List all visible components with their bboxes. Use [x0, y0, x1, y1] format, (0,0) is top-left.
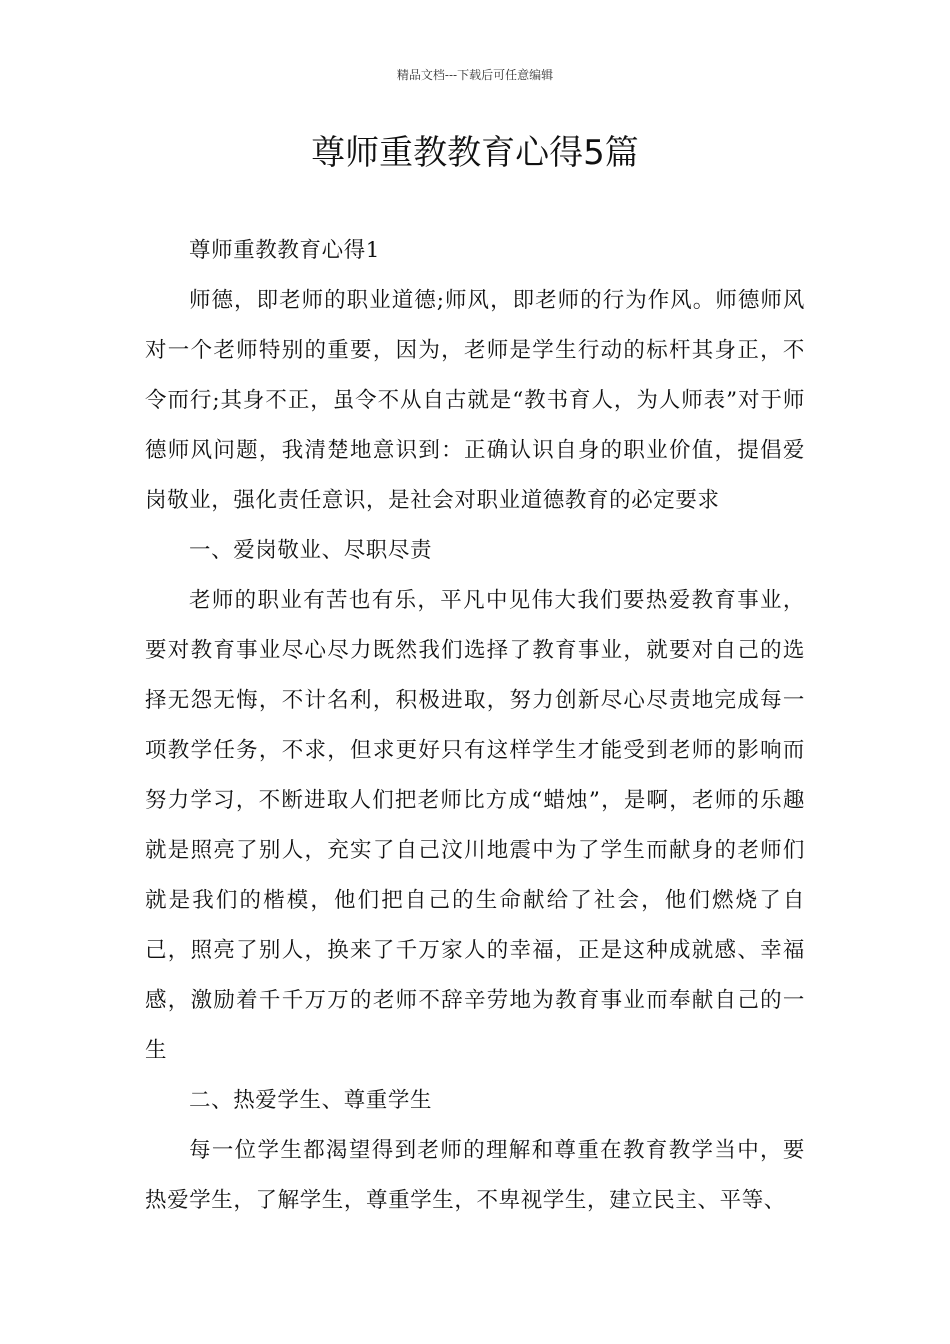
section-heading-1: 尊师重教教育心得1: [189, 238, 381, 263]
subheading-2: 二、热爱学生、尊重学生: [189, 1088, 433, 1113]
paragraph-dedication: 老师的职业有苦也有乐，平凡中见伟大我们要热爱教育事业，要对教育事业尽心尽力既然我们选择了教育事业，就要对自己的选择无怨无悔，不计名利，积极进取，努力创新尽心尽责地完成每一项教学任务，不求，但求更好只有这样学生才能受到老师的影响而努力学习，不断进取人们把老师比方成“蜡烛”，是啊，老师的乐趣就是照亮了别人，充实了自己汶川地震中为了学生而献身的老师们就是我们的楷模，他们把自己的生命献给了社会，他们燃烧了自己，照亮了别人，换来了千万家人的幸福，正是这种成就感、幸福感，激励着千千万万的老师不辞辛劳地为教育事业而奉献自己的一生: [145, 588, 805, 1063]
header-note: 精品文档---下载后可任意编辑: [396, 68, 554, 82]
document-title: 尊师重教教育心得5篇: [311, 133, 639, 173]
paragraph-intro: 师德，即老师的职业道德;师风，即老师的行为作风。师德师风对一个老师特别的重要，因为，老师是学生行动的标杆其身正，不令而行;其身不正，虽令不从自古就是“教书育人，为人师表”对于师德师风问题，我清楚地意识到：正确认识自身的职业价值，提倡爱岗敬业，强化责任意识，是社会对职业道德教育的必定要求: [145, 288, 805, 513]
document-body: [145, 226, 805, 1226]
subheading-1: 一、爱岗敬业、尽职尽责: [189, 538, 433, 563]
paragraph-respect: 每一位学生都渴望得到老师的理解和尊重在教育教学当中，要热爱学生，了解学生，尊重学生，不卑视学生，建立民主、平等、: [145, 1138, 805, 1213]
